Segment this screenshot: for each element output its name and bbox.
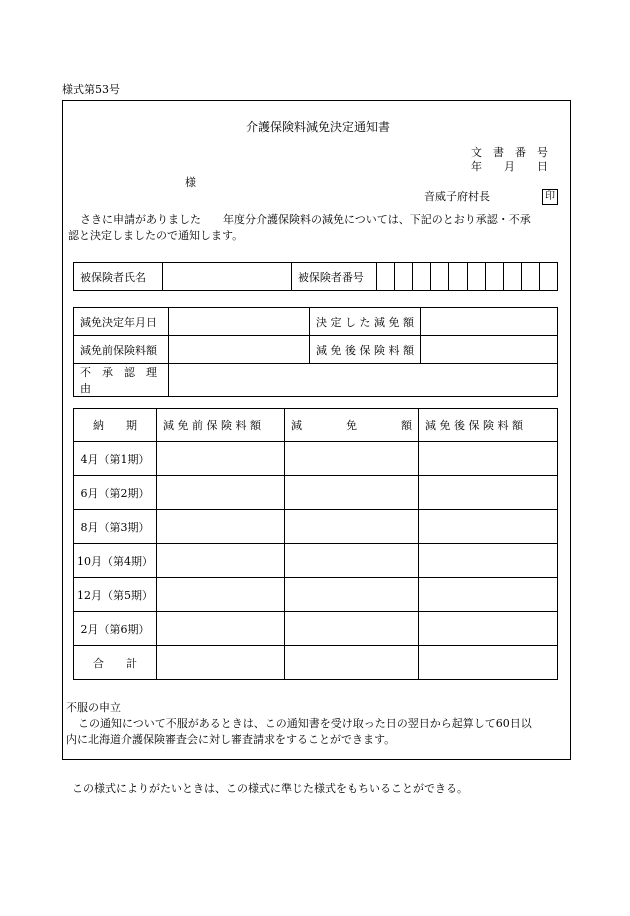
insured-number-digit[interactable] (431, 263, 449, 291)
insured-number-digit[interactable] (521, 263, 539, 291)
insured-name-label: 被保険者氏名 (74, 263, 163, 291)
after-amount-cell[interactable] (419, 476, 558, 510)
insured-number-digit[interactable] (485, 263, 503, 291)
reduction-amount-cell[interactable] (285, 510, 419, 544)
header-period: 納 期 (74, 409, 157, 442)
appeal-line-2: 内に北海道介護保険審査会に対し審査請求をすることができます。 (66, 733, 396, 746)
decision-date-field[interactable] (169, 308, 310, 336)
rejection-reason-label: 不 承 認 理 由 (74, 364, 169, 397)
insured-name-field[interactable] (163, 263, 292, 291)
after-amount-label: 減 免 後 保 険 料 額 (310, 336, 421, 364)
table-row (74, 442, 558, 476)
table-row (74, 476, 558, 510)
decision-table (73, 307, 558, 397)
document-number-label: 文 書 番 号 (471, 146, 548, 159)
decided-amount-label: 決 定 し た 減 免 額 (310, 308, 421, 336)
table-row (74, 578, 558, 612)
after-amount-field[interactable] (421, 336, 558, 364)
intro-line-1: さきに申請がありました 年度分介護保険料の減免については、下記のとおり承認・不承 (80, 213, 531, 226)
period-label: 6月（第2期） (74, 476, 157, 510)
seal-mark: 印 (542, 189, 558, 205)
insured-number-digit[interactable] (467, 263, 485, 291)
insured-number-digit[interactable] (377, 263, 395, 291)
period-label: 2月（第6期） (74, 612, 157, 646)
before-amount-cell[interactable] (157, 442, 285, 476)
form-number: 様式第53号 (62, 83, 120, 96)
after-amount-cell[interactable] (419, 510, 558, 544)
footnote: この様式によりがたいときは、この様式に準じた様式をもちいることができる。 (72, 782, 468, 795)
insured-number-digit[interactable] (413, 263, 431, 291)
header-reduction-amount: 減 免 額 (285, 409, 419, 442)
decided-amount-field[interactable] (421, 308, 558, 336)
header-after-amount: 減 免 後 保 険 料 額 (419, 409, 558, 442)
table-row (74, 544, 558, 578)
before-amount-cell[interactable] (157, 578, 285, 612)
reduction-amount-cell[interactable] (285, 442, 419, 476)
before-amount-cell[interactable] (157, 612, 285, 646)
reduction-amount-cell[interactable] (285, 578, 419, 612)
after-amount-cell[interactable] (419, 544, 558, 578)
reduction-amount-cell[interactable] (285, 612, 419, 646)
before-amount-total-cell[interactable] (157, 646, 285, 680)
after-amount-cell[interactable] (419, 442, 558, 476)
insured-number-digit[interactable] (539, 263, 557, 291)
reduction-amount-cell[interactable] (285, 544, 419, 578)
table-row (74, 612, 558, 646)
insured-number-digit[interactable] (449, 263, 467, 291)
insured-number-digit[interactable] (395, 263, 413, 291)
period-label: 10月（第4期） (74, 544, 157, 578)
before-amount-cell[interactable] (157, 544, 285, 578)
insured-number-digit[interactable] (503, 263, 521, 291)
reduction-amount-cell[interactable] (285, 476, 419, 510)
issuer-name: 音威子府村長 (424, 190, 490, 203)
table-row (74, 510, 558, 544)
period-table (73, 408, 558, 680)
reduction-amount-total-cell[interactable] (285, 646, 419, 680)
after-amount-cell[interactable] (419, 612, 558, 646)
after-amount-cell[interactable] (419, 578, 558, 612)
period-label: 12月（第5期） (74, 578, 157, 612)
before-amount-cell[interactable] (157, 510, 285, 544)
insured-info-table (73, 262, 558, 291)
appeal-title: 不服の申立 (66, 701, 121, 714)
insured-number-label: 被保険者番号 (291, 263, 376, 291)
total-label: 合 計 (74, 646, 157, 680)
decision-date-label: 減免決定年月日 (74, 308, 169, 336)
date-label: 年 月 日 (471, 160, 548, 173)
period-label: 4月（第1期） (74, 442, 157, 476)
addressee-suffix: 様 (185, 176, 196, 189)
intro-line-2: 認と決定しましたので通知します。 (68, 229, 244, 242)
before-amount-cell[interactable] (157, 476, 285, 510)
before-amount-label: 減免前保険料額 (74, 336, 169, 364)
after-amount-total-cell[interactable] (419, 646, 558, 680)
rejection-reason-field[interactable] (169, 364, 558, 397)
document-title: 介護保険料減免決定通知書 (246, 120, 391, 134)
header-before-amount: 減 免 前 保 険 料 額 (157, 409, 285, 442)
period-label: 8月（第3期） (74, 510, 157, 544)
before-amount-field[interactable] (169, 336, 310, 364)
table-row (74, 646, 558, 680)
appeal-line-1: この通知について不服があるときは、この通知書を受け取った日の翌日から起算して60日以 (78, 717, 532, 730)
